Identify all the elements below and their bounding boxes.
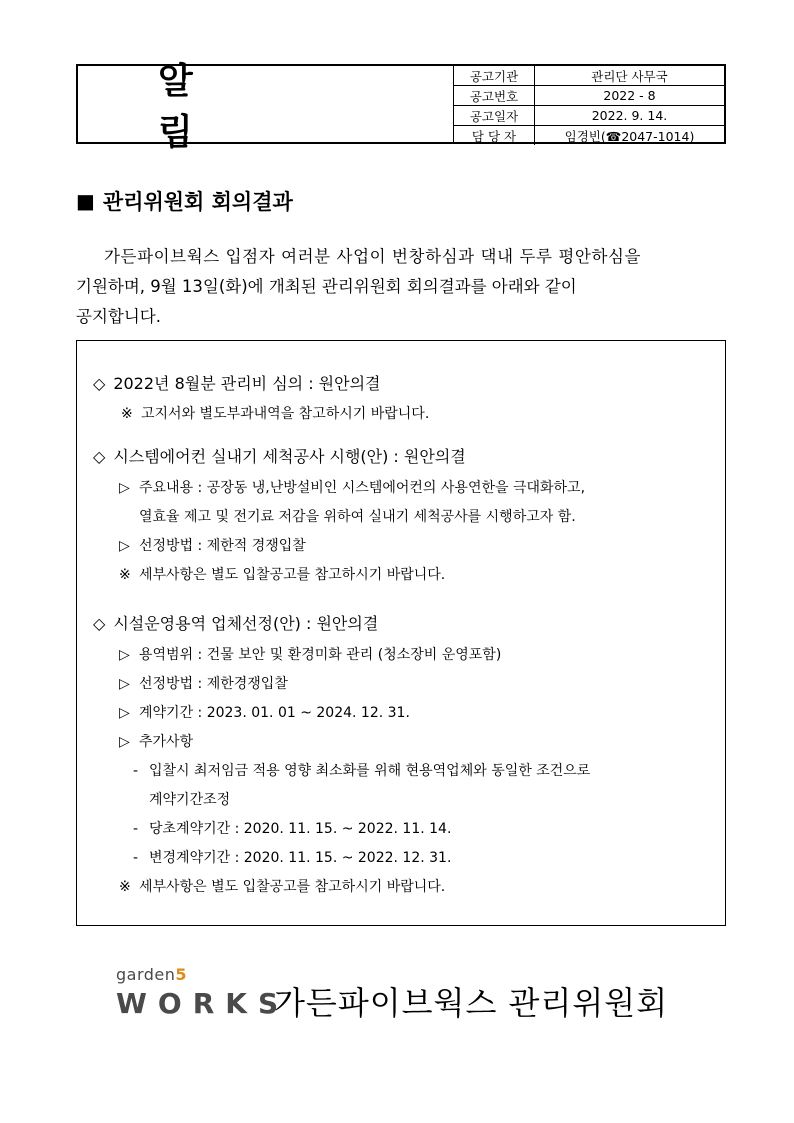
note-mark: ※ [119, 879, 131, 895]
detail-text: 고지서와 별도부과내역을 참고하시기 바랍니다. [141, 406, 430, 422]
agenda-detail-line [121, 403, 429, 423]
agenda-detail-line [119, 731, 193, 751]
intro-line: 가든파이브웍스 입점자 여러분 사업이 번창하심과 댁내 두루 평안하심을 [104, 247, 642, 266]
info-label: 공고기관 [454, 66, 535, 86]
agenda-detail-line [119, 535, 306, 555]
agenda-item-title [93, 611, 378, 634]
info-label: 담 당 자 [454, 126, 535, 146]
info-value: 2022 - 8 [535, 86, 725, 106]
dash-mark: - [133, 821, 139, 837]
logo-accent-number: 5 [175, 965, 188, 984]
agenda-detail-line [119, 673, 288, 693]
triangle-mark: ▷ [119, 538, 130, 554]
intro-paragraph [76, 242, 728, 332]
triangle-mark: ▷ [119, 676, 130, 692]
footer-org-name: 가든파이브웍스 관리위원회 [274, 984, 669, 1022]
agenda-detail-line [119, 477, 585, 497]
detail-text: 세부사항은 별도 입찰공고를 참고하시기 바랍니다. [139, 879, 446, 895]
section-title-text: 관리위원회 회의결과 [102, 190, 293, 214]
agenda-detail-line [149, 789, 230, 809]
detail-text: 주요내용 : 공장동 냉,난방설비인 시스템에어컨의 사용연한을 극대화하고, [139, 480, 586, 496]
agenda-detail-line [119, 644, 501, 664]
info-label: 공고번호 [454, 86, 535, 106]
note-mark: ※ [119, 567, 131, 583]
agenda-title-text: 2022년 8월분 관리비 심의 : 원안의결 [113, 374, 381, 393]
intro-line: 공지합니다. [76, 307, 161, 326]
detail-text: 당초계약기간 : 2020. 11. 15. ~ 2022. 11. 14. [149, 821, 452, 837]
info-row [454, 106, 724, 126]
info-row [454, 126, 724, 146]
detail-text: 계약기간조정 [149, 792, 231, 808]
triangle-mark: ▷ [119, 734, 130, 750]
detail-text: 선정방법 : 제한경쟁입찰 [139, 676, 288, 692]
agenda-title-text: 시스템에어컨 실내기 세척공사 시행(안) : 원안의결 [113, 447, 466, 466]
agenda-detail-line [133, 760, 590, 780]
notice-info-table [454, 66, 724, 145]
notice-header [76, 61, 726, 153]
triangle-mark: ▷ [119, 647, 130, 663]
agenda-detail-line [119, 564, 445, 584]
results-box [76, 340, 726, 926]
diamond-icon: ◇ [93, 374, 106, 393]
info-value: 임경빈(☎2047-1014) [535, 126, 725, 146]
black-square-icon: ■ [76, 189, 95, 213]
agenda-item-title [93, 371, 381, 394]
detail-text: 용역범위 : 건물 보안 및 환경미화 관리 (청소장비 운영포함) [139, 647, 502, 663]
agenda-detail-line [133, 818, 451, 838]
info-label: 공고일자 [454, 106, 535, 126]
note-mark: ※ [121, 406, 133, 422]
agenda-detail-line [139, 506, 576, 526]
info-row [454, 66, 724, 86]
dash-mark: - [133, 850, 139, 866]
detail-text: 열효율 제고 및 전기료 저감을 위하여 실내기 세척공사를 시행하고자 함. [139, 509, 576, 525]
agenda-detail-line [119, 876, 445, 896]
detail-text: 계약기간 : 2023. 01. 01 ~ 2024. 12. 31. [139, 705, 410, 721]
detail-text: 입찰시 최저임금 적용 영향 최소화를 위해 현용역업체와 동일한 조건으로 [149, 763, 591, 779]
logo-main: WORKS [116, 987, 290, 1020]
intro-line: 기원하며, 9월 13일(화)에 개최된 관리위원회 회의결과를 아래와 같이 [76, 277, 577, 296]
agenda-title-text: 시설운영용역 업체선정(안) : 원안의결 [113, 614, 379, 633]
logo-top [116, 966, 289, 984]
diamond-icon: ◇ [93, 614, 106, 633]
detail-text: 변경계약기간 : 2020. 11. 15. ~ 2022. 12. 31. [149, 850, 452, 866]
agenda-item-title [93, 444, 466, 467]
footer-logo [116, 966, 289, 1020]
info-value: 2022. 9. 14. [535, 106, 725, 126]
info-value: 관리단 사무국 [535, 66, 725, 86]
section-heading [76, 186, 293, 216]
triangle-mark: ▷ [119, 705, 130, 721]
triangle-mark: ▷ [119, 480, 130, 496]
agenda-detail-line [119, 702, 410, 722]
agenda-detail-line [133, 847, 451, 867]
info-row [454, 86, 724, 106]
detail-text: 선정방법 : 제한적 경쟁입찰 [139, 538, 306, 554]
dash-mark: - [133, 763, 139, 779]
detail-text: 추가사항 [139, 734, 194, 750]
detail-text: 세부사항은 별도 입찰공고를 참고하시기 바랍니다. [139, 567, 446, 583]
diamond-icon: ◇ [93, 447, 106, 466]
logo-top-text: garden [116, 965, 176, 984]
notice-title: 알 림 [78, 66, 454, 142]
